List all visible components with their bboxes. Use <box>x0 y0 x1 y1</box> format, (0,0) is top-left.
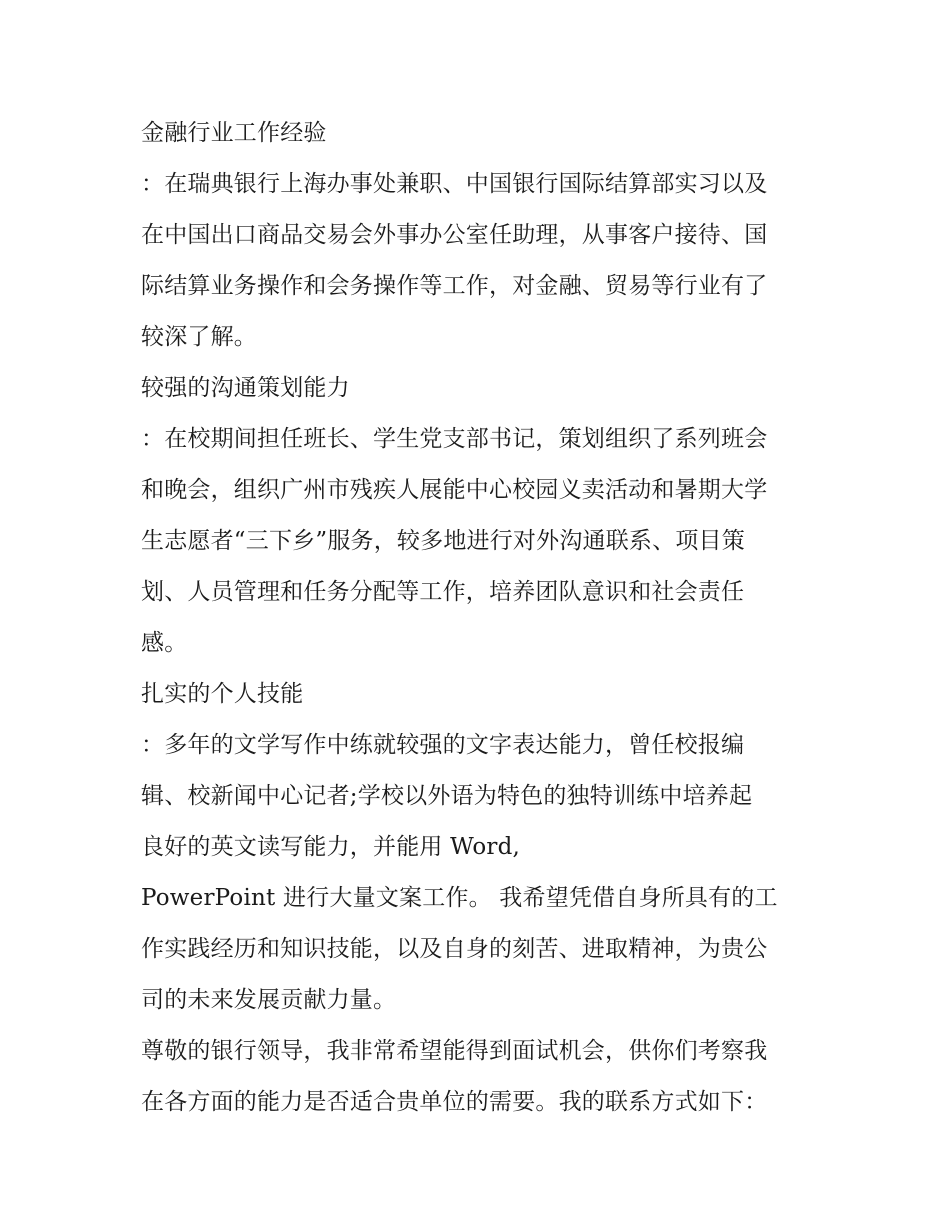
paragraph-line: 较深了解。 <box>141 324 257 350</box>
paragraph-line: 划、人员管理和任务分配等工作，培养团队意识和社会责任 <box>141 579 745 605</box>
paragraph-line: 和晚会，组织广州市残疾人展能中心校园义卖活动和暑期大学 <box>141 477 768 503</box>
paragraph-line: 作实践经历和知识技能，以及自身的刻苦、进取精神，为贵公 <box>141 936 768 962</box>
document-body <box>141 108 821 1128</box>
paragraph-line: PowerPoint 进行大量文案工作。 我希望凭借自身所具有的工 <box>141 885 778 911</box>
paragraph-line: 良好的英文读写能力，并能用 Word, <box>141 834 521 860</box>
paragraph-line: 辑、校新闻中心记者;学校以外语为特色的独特训练中培养起 <box>141 783 753 809</box>
heading-communication-ability: 较强的沟通策划能力 <box>141 375 350 401</box>
paragraph-line: 生志愿者“三下乡”服务，较多地进行对外沟通联系、项目策 <box>141 528 745 554</box>
paragraph-line: ：在校期间担任班长、学生党支部书记，策划组织了系列班会 <box>141 426 768 452</box>
heading-personal-skills: 扎实的个人技能 <box>141 681 304 707</box>
paragraph-line: ：多年的文学写作中练就较强的文字表达能力，曾任校报编 <box>141 732 745 758</box>
closing-paragraph-line: 在各方面的能力是否适合贵单位的需要。我的联系方式如下： <box>141 1089 768 1115</box>
paragraph-line: 在中国出口商品交易会外事办公室任助理，从事客户接待、国 <box>141 222 768 248</box>
paragraph-line: ：在瑞典银行上海办事处兼职、中国银行国际结算部实习以及 <box>141 171 768 197</box>
paragraph-line: 司的未来发展贡献力量。 <box>141 987 397 1013</box>
closing-paragraph-line: 尊敬的银行领导，我非常希望能得到面试机会，供你们考察我 <box>141 1038 768 1064</box>
paragraph-line: 际结算业务操作和会务操作等工作，对金融、贸易等行业有了 <box>141 273 768 299</box>
paragraph-line: 感。 <box>141 630 188 656</box>
heading-finance-experience: 金融行业工作经验 <box>141 120 327 146</box>
